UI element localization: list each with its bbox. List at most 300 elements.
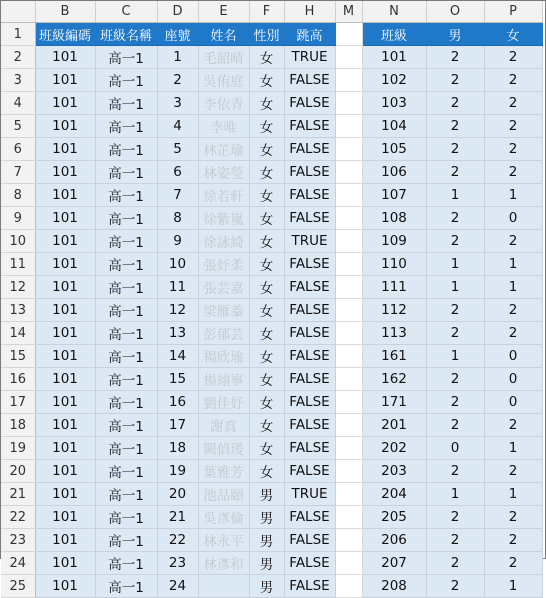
cell-m[interactable]	[335, 483, 362, 506]
column-header-p[interactable]: P	[484, 1, 542, 23]
cell-e[interactable]: 張芸嘉	[198, 276, 249, 299]
cell-o[interactable]: 2	[426, 207, 484, 230]
cell-e[interactable]: 吳彥倫	[198, 506, 249, 529]
cell-m[interactable]	[335, 437, 362, 460]
table-row	[1, 276, 542, 299]
cell-n[interactable]: 171	[362, 391, 426, 414]
cell-d[interactable]: 2	[157, 69, 198, 92]
cell-c[interactable]: 高一1	[95, 253, 157, 276]
cell-h[interactable]: TRUE	[284, 230, 335, 253]
cell-d[interactable]: 9	[157, 230, 198, 253]
header-cell-f[interactable]: 性別	[249, 23, 284, 46]
cell-b[interactable]: 101	[35, 506, 95, 529]
cell-d[interactable]: 15	[157, 368, 198, 391]
cell-n[interactable]: 206	[362, 529, 426, 552]
cell-m[interactable]	[335, 161, 362, 184]
cell-o[interactable]: 2	[426, 92, 484, 115]
cell-n[interactable]: 101	[362, 46, 426, 69]
cell-p[interactable]: 2	[484, 230, 542, 253]
cell-p[interactable]: 1	[484, 276, 542, 299]
cell-m[interactable]	[335, 368, 362, 391]
cell-n[interactable]: 207	[362, 552, 426, 575]
row-header-15[interactable]: 15	[1, 345, 35, 368]
cell-n[interactable]: 161	[362, 345, 426, 368]
cell-h[interactable]: FALSE	[284, 115, 335, 138]
cell-h[interactable]: FALSE	[284, 552, 335, 575]
row-header-9[interactable]: 9	[1, 207, 35, 230]
cell-h[interactable]: FALSE	[284, 299, 335, 322]
cell-m[interactable]	[335, 506, 362, 529]
cell-b[interactable]: 101	[35, 345, 95, 368]
cell-e[interactable]: 徐紫嵐	[198, 207, 249, 230]
cell-m[interactable]	[335, 276, 362, 299]
cell-n[interactable]: 204	[362, 483, 426, 506]
cell-m[interactable]	[335, 345, 362, 368]
cell-o[interactable]: 2	[426, 299, 484, 322]
cell-b[interactable]: 101	[35, 460, 95, 483]
cell-m[interactable]	[335, 552, 362, 575]
cell-f[interactable]: 女	[249, 230, 284, 253]
cell-f[interactable]: 女	[249, 276, 284, 299]
cell-c[interactable]: 高一1	[95, 69, 157, 92]
cell-f[interactable]: 女	[249, 368, 284, 391]
cell-m[interactable]	[335, 115, 362, 138]
cell-d[interactable]: 21	[157, 506, 198, 529]
cell-e[interactable]: 彭郁芸	[198, 322, 249, 345]
cell-o[interactable]: 2	[426, 529, 484, 552]
cell-p[interactable]: 1	[484, 184, 542, 207]
cell-h[interactable]: FALSE	[284, 437, 335, 460]
cell-h[interactable]: TRUE	[284, 46, 335, 69]
cell-h[interactable]: FALSE	[284, 460, 335, 483]
column-header-row	[1, 1, 542, 23]
column-header-b[interactable]: B	[35, 1, 95, 23]
row-header-12[interactable]: 12	[1, 276, 35, 299]
cell-d[interactable]: 13	[157, 322, 198, 345]
cell-c[interactable]: 高一1	[95, 368, 157, 391]
cell-f[interactable]: 女	[249, 460, 284, 483]
cell-o[interactable]: 2	[426, 115, 484, 138]
cell-f[interactable]: 女	[249, 207, 284, 230]
cell-p[interactable]: 2	[484, 115, 542, 138]
header-cell-c[interactable]: 班級名稱	[95, 23, 157, 46]
column-header-d[interactable]: D	[157, 1, 198, 23]
cell-b[interactable]: 101	[35, 161, 95, 184]
cell-o[interactable]: 1	[426, 253, 484, 276]
cell-m[interactable]	[335, 322, 362, 345]
cell-p[interactable]: 2	[484, 46, 542, 69]
cell-n[interactable]: 105	[362, 138, 426, 161]
column-header-n[interactable]: N	[362, 1, 426, 23]
cell-e[interactable]	[198, 575, 249, 598]
cell-p[interactable]: 2	[484, 552, 542, 575]
cell-o[interactable]: 2	[426, 391, 484, 414]
cell-o[interactable]: 1	[426, 276, 484, 299]
cell-c[interactable]: 高一1	[95, 161, 157, 184]
cell-p[interactable]: 2	[484, 414, 542, 437]
row-header-14[interactable]: 14	[1, 322, 35, 345]
cell-p[interactable]: 2	[484, 506, 542, 529]
cell-e[interactable]: 毛韶晴	[198, 46, 249, 69]
column-header-h[interactable]: H	[284, 1, 335, 23]
cell-n[interactable]: 108	[362, 207, 426, 230]
cell-n[interactable]: 112	[362, 299, 426, 322]
row-header-4[interactable]: 4	[1, 92, 35, 115]
cell-p[interactable]: 2	[484, 92, 542, 115]
table-row	[1, 460, 542, 483]
cell-f[interactable]: 男	[249, 552, 284, 575]
cell-f[interactable]: 女	[249, 322, 284, 345]
cell-c[interactable]: 高一1	[95, 552, 157, 575]
table-row	[1, 391, 542, 414]
table-row	[1, 69, 542, 92]
cell-p[interactable]: 1	[484, 483, 542, 506]
cell-f[interactable]: 男	[249, 506, 284, 529]
table-row	[1, 552, 542, 575]
cell-f[interactable]: 女	[249, 138, 284, 161]
cell-m[interactable]	[335, 529, 362, 552]
cell-c[interactable]: 高一1	[95, 322, 157, 345]
cell-d[interactable]: 11	[157, 276, 198, 299]
row-header-23[interactable]: 23	[1, 529, 35, 552]
cell-n[interactable]: 201	[362, 414, 426, 437]
column-header-f[interactable]: F	[249, 1, 284, 23]
cell-n[interactable]: 102	[362, 69, 426, 92]
table-row	[1, 92, 542, 115]
cell-e[interactable]: 林芷瑜	[198, 138, 249, 161]
cell-e[interactable]: 闕偵瑗	[198, 437, 249, 460]
cell-h[interactable]: FALSE	[284, 207, 335, 230]
cell-o[interactable]: 2	[426, 368, 484, 391]
row-header-11[interactable]: 11	[1, 253, 35, 276]
cell-e[interactable]: 林彥和	[198, 552, 249, 575]
row-header-13[interactable]: 13	[1, 299, 35, 322]
column-header-c[interactable]: C	[95, 1, 157, 23]
cell-d[interactable]: 17	[157, 414, 198, 437]
cell-o[interactable]: 2	[426, 161, 484, 184]
cell-h[interactable]: FALSE	[284, 184, 335, 207]
cell-m[interactable]	[335, 138, 362, 161]
table-row	[1, 299, 542, 322]
cell-h[interactable]: FALSE	[284, 69, 335, 92]
cell-b[interactable]: 101	[35, 299, 95, 322]
cell-b[interactable]: 101	[35, 92, 95, 115]
cell-c[interactable]: 高一1	[95, 460, 157, 483]
cell-c[interactable]: 高一1	[95, 138, 157, 161]
cell-e[interactable]: 林永平	[198, 529, 249, 552]
cell-d[interactable]: 22	[157, 529, 198, 552]
cell-f[interactable]: 女	[249, 115, 284, 138]
cell-o[interactable]: 2	[426, 506, 484, 529]
table-row	[1, 184, 542, 207]
cell-d[interactable]: 14	[157, 345, 198, 368]
cell-m[interactable]	[335, 460, 362, 483]
cell-n[interactable]: 205	[362, 506, 426, 529]
cell-c[interactable]: 高一1	[95, 207, 157, 230]
header-cell-b[interactable]: 班級編碼	[35, 23, 95, 46]
header-cell-p[interactable]: 女	[484, 23, 542, 46]
cell-b[interactable]: 101	[35, 207, 95, 230]
cell-d[interactable]: 5	[157, 138, 198, 161]
cell-f[interactable]: 女	[249, 253, 284, 276]
cell-d[interactable]: 24	[157, 575, 198, 598]
cell-c[interactable]: 高一1	[95, 345, 157, 368]
cell-b[interactable]: 101	[35, 391, 95, 414]
cell-b[interactable]: 101	[35, 253, 95, 276]
cell-e[interactable]: 楊欣瑜	[198, 345, 249, 368]
table-row	[1, 345, 542, 368]
cell-h[interactable]: TRUE	[284, 483, 335, 506]
cell-f[interactable]: 女	[249, 184, 284, 207]
cell-p[interactable]: 2	[484, 322, 542, 345]
column-header-e[interactable]: E	[198, 1, 249, 23]
cell-b[interactable]: 101	[35, 69, 95, 92]
cell-o[interactable]: 1	[426, 483, 484, 506]
row-header-3[interactable]: 3	[1, 69, 35, 92]
row-header-16[interactable]: 16	[1, 368, 35, 391]
header-cell-o[interactable]: 男	[426, 23, 484, 46]
row-header-10[interactable]: 10	[1, 230, 35, 253]
header-row	[1, 23, 542, 46]
row-header-1[interactable]: 1	[1, 23, 35, 46]
cell-e[interactable]: 李依青	[198, 92, 249, 115]
cell-e[interactable]: 謝真	[198, 414, 249, 437]
cell-h[interactable]: FALSE	[284, 414, 335, 437]
cell-e[interactable]: 吳侑庭	[198, 69, 249, 92]
cell-h[interactable]: FALSE	[284, 138, 335, 161]
cell-b[interactable]: 101	[35, 552, 95, 575]
cell-n[interactable]: 106	[362, 161, 426, 184]
row-header-2[interactable]: 2	[1, 46, 35, 69]
cell-o[interactable]: 1	[426, 184, 484, 207]
cell-n[interactable]: 104	[362, 115, 426, 138]
cell-p[interactable]: 1	[484, 437, 542, 460]
cell-h[interactable]: FALSE	[284, 253, 335, 276]
cell-e[interactable]: 徐若軒	[198, 184, 249, 207]
cell-e[interactable]: 楊翊寧	[198, 368, 249, 391]
cell-o[interactable]: 2	[426, 552, 484, 575]
cell-e[interactable]: 葉雅芳	[198, 460, 249, 483]
cell-d[interactable]: 20	[157, 483, 198, 506]
cell-e[interactable]: 林姿瑩	[198, 161, 249, 184]
cell-b[interactable]: 101	[35, 483, 95, 506]
cell-e[interactable]: 梁雁蓁	[198, 299, 249, 322]
cell-p[interactable]: 2	[484, 529, 542, 552]
cell-h[interactable]: FALSE	[284, 345, 335, 368]
cell-p[interactable]: 0	[484, 345, 542, 368]
cell-d[interactable]: 3	[157, 92, 198, 115]
cell-n[interactable]: 103	[362, 92, 426, 115]
cell-e[interactable]: 張妤柔	[198, 253, 249, 276]
cell-p[interactable]: 2	[484, 460, 542, 483]
cell-n[interactable]: 208	[362, 575, 426, 598]
cell-b[interactable]: 101	[35, 276, 95, 299]
column-header-m[interactable]: M	[335, 1, 362, 23]
cell-m[interactable]	[335, 575, 362, 598]
cell-b[interactable]: 101	[35, 529, 95, 552]
cell-e[interactable]: 池品頤	[198, 483, 249, 506]
cell-p[interactable]: 2	[484, 299, 542, 322]
cell-b[interactable]: 101	[35, 230, 95, 253]
table-row	[1, 161, 542, 184]
row-header-21[interactable]: 21	[1, 483, 35, 506]
cell-e[interactable]: 徐詠綺	[198, 230, 249, 253]
cell-d[interactable]: 10	[157, 253, 198, 276]
cell-o[interactable]: 2	[426, 230, 484, 253]
cell-n[interactable]: 110	[362, 253, 426, 276]
header-cell-n[interactable]: 班級	[362, 23, 426, 46]
cell-n[interactable]: 162	[362, 368, 426, 391]
cell-c[interactable]: 高一1	[95, 529, 157, 552]
cell-p[interactable]: 2	[484, 138, 542, 161]
cell-e[interactable]: 李唯	[198, 115, 249, 138]
cell-f[interactable]: 女	[249, 414, 284, 437]
cell-h[interactable]: FALSE	[284, 276, 335, 299]
cell-o[interactable]: 2	[426, 460, 484, 483]
cell-h[interactable]: FALSE	[284, 322, 335, 345]
cell-c[interactable]: 高一1	[95, 230, 157, 253]
cell-b[interactable]: 101	[35, 138, 95, 161]
cell-d[interactable]: 23	[157, 552, 198, 575]
cell-b[interactable]: 101	[35, 46, 95, 69]
cell-f[interactable]: 女	[249, 391, 284, 414]
cell-n[interactable]: 107	[362, 184, 426, 207]
cell-e[interactable]: 劉佳妤	[198, 391, 249, 414]
cell-c[interactable]: 高一1	[95, 414, 157, 437]
cell-c[interactable]: 高一1	[95, 276, 157, 299]
table-row	[1, 207, 542, 230]
cell-m[interactable]	[335, 391, 362, 414]
cell-b[interactable]: 101	[35, 322, 95, 345]
cell-b[interactable]: 101	[35, 437, 95, 460]
cell-d[interactable]: 4	[157, 115, 198, 138]
cell-d[interactable]: 6	[157, 161, 198, 184]
cell-m[interactable]	[335, 207, 362, 230]
row-header-25[interactable]: 25	[1, 575, 35, 598]
cell-f[interactable]: 男	[249, 575, 284, 598]
cell-f[interactable]: 女	[249, 92, 284, 115]
cell-m[interactable]	[335, 230, 362, 253]
cell-f[interactable]: 男	[249, 483, 284, 506]
cell-o[interactable]: 2	[426, 69, 484, 92]
cell-m[interactable]	[335, 184, 362, 207]
cell-b[interactable]: 101	[35, 115, 95, 138]
cell-n[interactable]: 109	[362, 230, 426, 253]
cell-n[interactable]: 111	[362, 276, 426, 299]
row-header-17[interactable]: 17	[1, 391, 35, 414]
cell-f[interactable]: 女	[249, 161, 284, 184]
cell-o[interactable]: 2	[426, 575, 484, 598]
cell-n[interactable]: 203	[362, 460, 426, 483]
header-cell-h[interactable]: 跳高	[284, 23, 335, 46]
row-header-5[interactable]: 5	[1, 115, 35, 138]
cell-p[interactable]: 2	[484, 69, 542, 92]
cell-p[interactable]: 1	[484, 575, 542, 598]
cell-c[interactable]: 高一1	[95, 46, 157, 69]
cell-o[interactable]: 0	[426, 437, 484, 460]
cell-o[interactable]: 2	[426, 322, 484, 345]
cell-h[interactable]: FALSE	[284, 575, 335, 598]
cell-c[interactable]: 高一1	[95, 115, 157, 138]
row-header-18[interactable]: 18	[1, 414, 35, 437]
cell-c[interactable]: 高一1	[95, 575, 157, 598]
cell-f[interactable]: 女	[249, 46, 284, 69]
cell-n[interactable]: 202	[362, 437, 426, 460]
cell-h[interactable]: FALSE	[284, 529, 335, 552]
cell-f[interactable]: 女	[249, 345, 284, 368]
cell-o[interactable]: 2	[426, 414, 484, 437]
cell-p[interactable]: 0	[484, 391, 542, 414]
table-row	[1, 506, 542, 529]
cell-p[interactable]: 0	[484, 207, 542, 230]
cell-c[interactable]: 高一1	[95, 299, 157, 322]
cell-c[interactable]: 高一1	[95, 506, 157, 529]
cell-o[interactable]: 2	[426, 46, 484, 69]
cell-d[interactable]: 12	[157, 299, 198, 322]
cell-o[interactable]: 1	[426, 345, 484, 368]
cell-p[interactable]: 2	[484, 161, 542, 184]
cell-m[interactable]	[335, 299, 362, 322]
cell-h[interactable]: FALSE	[284, 506, 335, 529]
cell-o[interactable]: 2	[426, 138, 484, 161]
cell-d[interactable]: 8	[157, 207, 198, 230]
cell-b[interactable]: 101	[35, 414, 95, 437]
cell-d[interactable]: 16	[157, 391, 198, 414]
row-header-24[interactable]: 24	[1, 552, 35, 575]
row-header-6[interactable]: 6	[1, 138, 35, 161]
cell-n[interactable]: 113	[362, 322, 426, 345]
cell-f[interactable]: 女	[249, 69, 284, 92]
cell-h[interactable]: FALSE	[284, 368, 335, 391]
row-header-22[interactable]: 22	[1, 506, 35, 529]
row-header-8[interactable]: 8	[1, 184, 35, 207]
cell-h[interactable]: FALSE	[284, 161, 335, 184]
row-header-20[interactable]: 20	[1, 460, 35, 483]
header-cell-e[interactable]: 姓名	[198, 23, 249, 46]
cell-c[interactable]: 高一1	[95, 391, 157, 414]
cell-f[interactable]: 女	[249, 437, 284, 460]
cell-f[interactable]: 女	[249, 299, 284, 322]
cell-d[interactable]: 7	[157, 184, 198, 207]
cell-c[interactable]: 高一1	[95, 483, 157, 506]
cell-p[interactable]: 1	[484, 253, 542, 276]
cell-m[interactable]	[335, 414, 362, 437]
row-header-7[interactable]: 7	[1, 161, 35, 184]
cell-f[interactable]: 男	[249, 529, 284, 552]
cell-c[interactable]: 高一1	[95, 92, 157, 115]
cell-d[interactable]: 1	[157, 46, 198, 69]
cell-h[interactable]: FALSE	[284, 391, 335, 414]
column-header-o[interactable]: O	[426, 1, 484, 23]
cell-b[interactable]: 101	[35, 575, 95, 598]
cell-m[interactable]	[335, 46, 362, 69]
cell-d[interactable]: 18	[157, 437, 198, 460]
cell-m[interactable]	[335, 92, 362, 115]
cell-d[interactable]: 19	[157, 460, 198, 483]
cell-m[interactable]	[335, 253, 362, 276]
cell-p[interactable]: 0	[484, 368, 542, 391]
cell-m[interactable]	[335, 69, 362, 92]
cell-c[interactable]: 高一1	[95, 184, 157, 207]
cell-b[interactable]: 101	[35, 184, 95, 207]
cell-c[interactable]: 高一1	[95, 437, 157, 460]
cell-h[interactable]: FALSE	[284, 92, 335, 115]
header-cell-d[interactable]: 座號	[157, 23, 198, 46]
row-header-19[interactable]: 19	[1, 437, 35, 460]
cell-b[interactable]: 101	[35, 368, 95, 391]
select-all-corner[interactable]	[1, 1, 35, 23]
header-cell-m[interactable]	[335, 23, 362, 46]
